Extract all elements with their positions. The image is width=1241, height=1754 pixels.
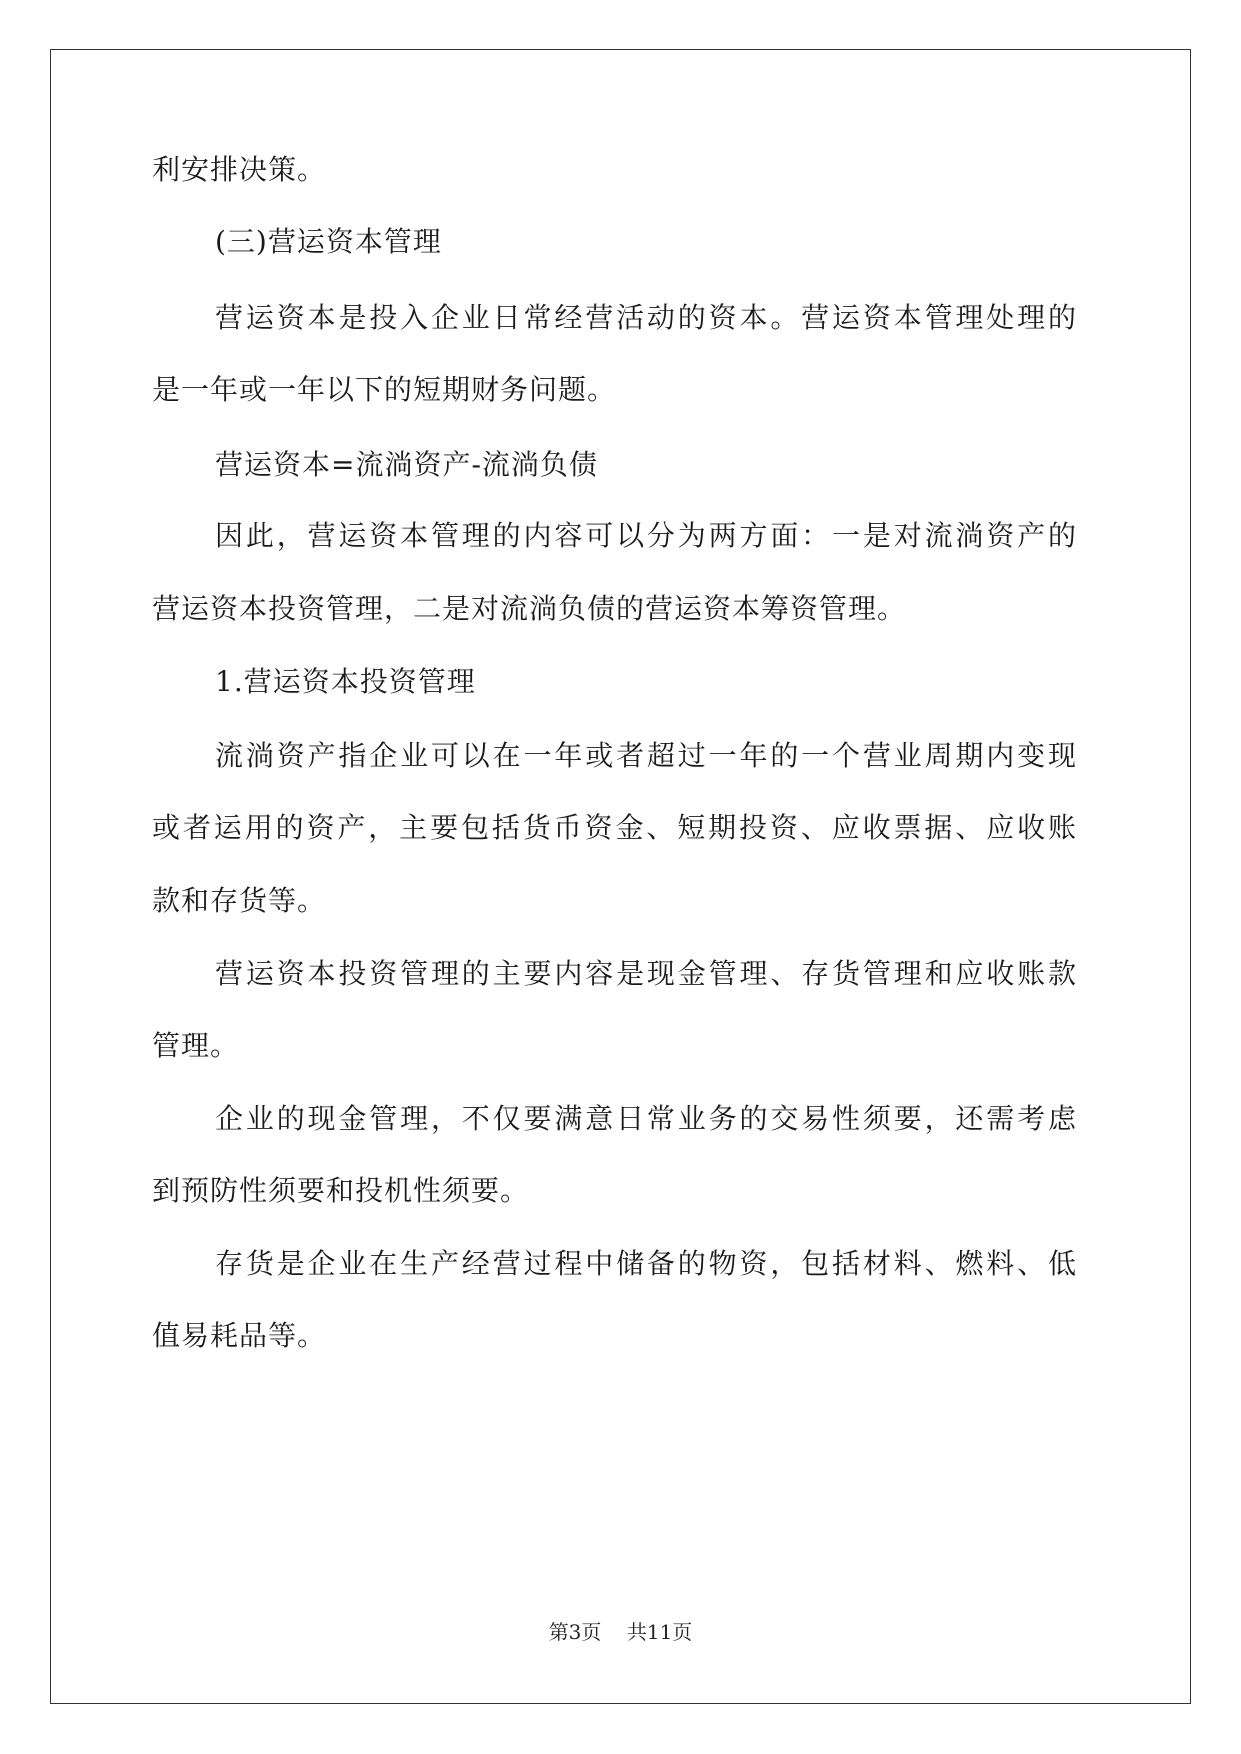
- text-line: 管理。: [152, 1029, 240, 1062]
- section-heading: (三)营运资本管理: [215, 225, 442, 258]
- page-number: 第3页: [548, 1620, 602, 1644]
- text-line: 营运资本投资管理的主要内容是现金管理、存货管理和应收账款: [215, 957, 1077, 990]
- page-footer: [0, 1618, 1241, 1646]
- text-line: 流淌资产指企业可以在一年或者超过一年的一个营业周期内变现: [215, 739, 1077, 772]
- text-line: 值易耗品等。: [152, 1319, 327, 1352]
- formula-line: 营运资本=流淌资产-流淌负债: [215, 448, 598, 481]
- text-line: 款和存货等。: [152, 884, 327, 917]
- text-line: 是一年或一年以下的短期财务问题。: [152, 373, 617, 406]
- text-line: 存货是企业在生产经营过程中储备的物资，包括材料、燃料、低: [215, 1247, 1077, 1280]
- text-line: 到预防性须要和投机性须要。: [152, 1174, 530, 1207]
- text-line: 企业的现金管理，不仅要满意日常业务的交易性须要，还需考虑: [215, 1102, 1077, 1135]
- text-line: 营运资本投资管理，二是对流淌负债的营运资本筹资管理。: [152, 592, 907, 625]
- text-line: 营运资本是投入企业日常经营活动的资本。营运资本管理处理的: [215, 301, 1077, 334]
- page-total: 共11页: [626, 1620, 693, 1644]
- text-line: 或者运用的资产，主要包括货币资金、短期投资、应收票据、应收账: [152, 811, 1077, 844]
- text-line: 因此，营运资本管理的内容可以分为两方面：一是对流淌资产的: [215, 519, 1077, 552]
- text-line: 利安排决策。: [152, 153, 327, 186]
- subsection-heading: 1.营运资本投资管理: [215, 665, 476, 698]
